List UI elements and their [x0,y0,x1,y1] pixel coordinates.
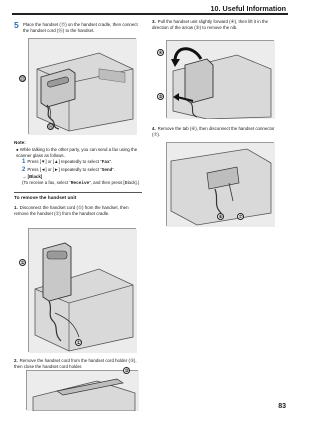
remove-step-1 [14,205,140,217]
note-substep-1 [22,159,140,166]
section-title: To remove the handset unit [14,196,77,201]
callout-4: ④ [158,50,163,55]
page-number: 83 [278,403,286,410]
remove-step-2 [14,358,140,370]
step-5-number: 5 [14,20,19,30]
page-header-title: 10. Useful Information [210,4,286,13]
right-step-4-text: Remove the tab (⑥), then disconnect the handset connector (⑦). [152,126,275,137]
remove-step-2-text: Remove the handset cord from the handset cord holder (③), then close the handset cord holder. [14,358,137,369]
callout-15: ⑮ [20,76,25,81]
remove-step-1-text: Disconnect the handset cord (①) from the handset, then remove the handset (②) from the handset cradle. [14,205,129,216]
header-rule [12,13,288,15]
figure-lift-handset-unit [158,40,274,118]
substep-2-paren-display: Receive [70,181,90,186]
callout-7: ⑦ [238,214,243,219]
substep-1-number: 1 [22,159,26,165]
substep-1-text-b: ”. [109,159,113,164]
cord-holder-illustration [27,371,139,411]
substep-2-paren-b: ”, and then press [Black].) [89,180,140,185]
substep-2-arrow: → [Black] [22,174,43,179]
handset-cradle-illustration [29,39,137,135]
substep-2-text-a: Press [◄] or [►] repeatedly to select “ [27,167,102,172]
remove-step-1-number: 1. [14,205,18,210]
substep-2-text-b: ”. [112,167,115,172]
callout-5: ⑤ [158,94,163,99]
right-step-4-number: 4. [152,126,156,131]
callout-2: ② [20,260,25,265]
substep-2-display-text: Send [101,168,113,173]
figure-handset-on-cradle [20,38,136,134]
figure-disconnect-connector [166,142,274,226]
substep-2-number: 2 [22,167,26,173]
callout-6: ⑥ [218,214,223,219]
section-rule [14,192,142,193]
remove-step-2-number: 2. [14,358,18,363]
right-step-3-text: Pull the handset unit slightly forward (④), then lift it in the direction of the arrow (⑤) to remove the nib. [152,19,269,30]
note-substep-2 [22,167,140,187]
substep-2-paren-a: (To receive a fax, select “ [22,180,71,185]
note-bullet [16,147,140,159]
lift-unit-illustration [167,41,275,119]
substep-1-text-a: Press [▼] or [▲] repeatedly to select “ [27,159,102,164]
remove-handset-illustration [29,229,137,353]
right-step-3 [152,19,278,31]
bullet-icon: ● [16,147,20,152]
right-step-4 [152,126,278,138]
right-step-3-number: 3. [152,19,156,24]
callout-1: ① [76,340,81,345]
note-bullet-text: While talking to the other party, you can send a fax using the scanner glass as follows. [16,147,138,158]
note-title: Note: [14,140,26,145]
figure-cord-holder [26,370,138,410]
callout-3: ③ [124,368,129,373]
step-5-text: Place the handset (⑮) on the handset cradle, then connect the handset cord (⑯) to the handset. [23,22,138,33]
figure-remove-handset [20,228,136,352]
callout-16: ⑯ [48,124,53,129]
substep-1-display-text: Fax [101,160,110,165]
